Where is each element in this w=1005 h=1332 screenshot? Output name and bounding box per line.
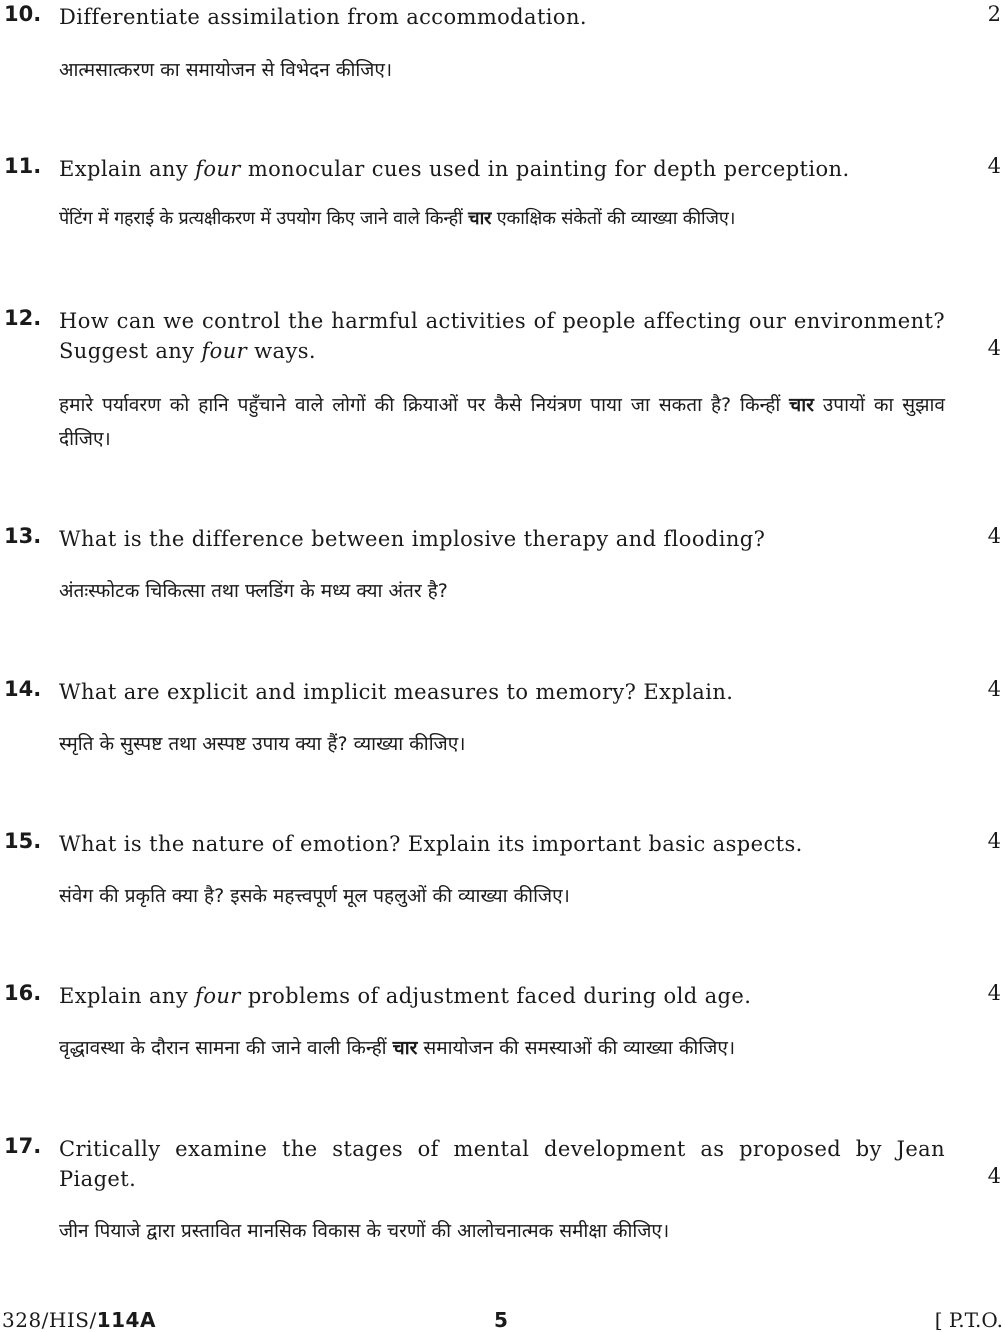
question-number: 10. (4, 2, 42, 26)
question-number: 14. (4, 677, 42, 701)
question-marks: 4 (987, 524, 1001, 548)
question-marks: 4 (987, 981, 1001, 1005)
question-text-hindi: हमारे पर्यावरण को हानि पहुँचाने वाले लोगों की क्रियाओं पर कैसे नियंत्रण पाया जा सकता है? किन्हीं चार उपायों का सुझाव दीजिए। (59, 394, 945, 450)
question-text-english: What is the nature of emotion? Explain its important basic aspects. (59, 832, 803, 856)
question-text-hindi: आत्मसात्करण का समायोजन से विभेदन कीजिए। (59, 59, 393, 81)
question-text-hindi: वृद्धावस्था के दौरान सामना की जाने वाली किन्हीं चार समायोजन की समस्याओं की व्याख्या कीजिए। (59, 1037, 736, 1059)
question-marks: 2 (987, 2, 1001, 26)
question-marks: 4 (987, 1164, 1001, 1188)
question-text-english: Explain any four monocular cues used in painting for depth perception. (59, 157, 850, 181)
question-number: 13. (4, 524, 42, 548)
question-text-english: Explain any four problems of adjustment faced during old age. (59, 984, 752, 1008)
question-number: 16. (4, 981, 42, 1005)
question-text-hindi: संवेग की प्रकृति क्या है? इसके महत्त्वपूर्ण मूल पहलुओं की व्याख्या कीजिए। (59, 885, 570, 907)
question-marks: 4 (987, 829, 1001, 853)
question-number: 17. (4, 1134, 42, 1158)
question-text-english: Critically examine the stages of mental development as proposed by Jean Piaget. (59, 1137, 945, 1191)
question-text-english: How can we control the harmful activities of people affecting our environment? Suggest any four ways. (59, 309, 945, 363)
question-text-hindi: पेंटिंग में गहराई के प्रत्यक्षीकरण में उपयोग किए जाने वाले किन्हीं चार एकाक्षिक संकेतों की व्याख्या कीजिए। (59, 208, 736, 229)
question-number: 15. (4, 829, 42, 853)
page-number: 5 (494, 1308, 508, 1332)
pto-label: [ P.T.O. (934, 1308, 1003, 1332)
question-marks: 4 (987, 336, 1001, 360)
question-number: 12. (4, 306, 42, 330)
question-number: 11. (4, 154, 42, 178)
paper-code: 328/HIS/114A (2, 1308, 156, 1332)
question-marks: 4 (987, 677, 1001, 701)
question-text-hindi: अंतःस्फोटक चिकित्सा तथा फ्लडिंग के मध्य क्या अंतर है? (59, 580, 448, 602)
question-text-english: Differentiate assimilation from accommodation. (59, 5, 587, 29)
question-text-hindi: स्मृति के सुस्पष्ट तथा अस्पष्ट उपाय क्या हैं? व्याख्या कीजिए। (59, 733, 466, 755)
question-text-hindi: जीन पियाजे द्वारा प्रस्तावित मानसिक विकास के चरणों की आलोचनात्मक समीक्षा कीजिए। (59, 1220, 670, 1242)
question-text-english: What is the difference between implosive therapy and flooding? (59, 527, 766, 551)
question-text-english: What are explicit and implicit measures to memory? Explain. (59, 680, 734, 704)
question-marks: 4 (987, 154, 1001, 178)
